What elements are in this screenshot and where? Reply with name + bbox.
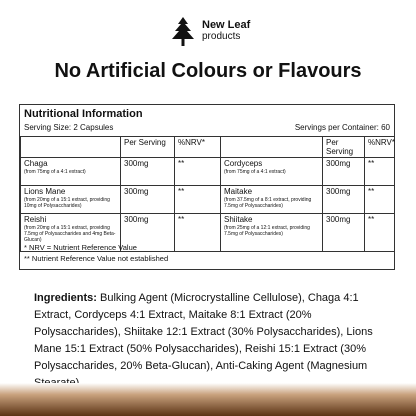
brand-name xyxy=(202,20,250,42)
table-header-row xyxy=(21,137,395,158)
ingredient-detail: (from 75mg of a 4:1 extract) xyxy=(24,169,86,175)
amount-cell: 300mg xyxy=(121,158,175,186)
ingredients-list: Bulking Agent (Microcrystalline Cellulose), Chaga 4:1 Extract, Cordyceps 4:1 Extract, Maitake 8:1 Extract (20% Polysaccharides), Shiitake 12:1 Extract (30% Polysaccharides), Lions Mane 15:1 Extract (50% Polysaccharides), Reishi 15:1 Extract (30% Polysaccharides, 20% Beta-Glucan), Anti-Caking Agent (Magnesium xyxy=(34,292,373,372)
header-nrv-right: %NRV* xyxy=(365,137,395,158)
amount-cell: 300mg xyxy=(323,186,365,214)
ingredients-label: Ingredients: xyxy=(34,292,97,304)
ingredient-name: Shiitake xyxy=(224,215,253,224)
amount-cell: 300mg xyxy=(323,158,365,186)
ingredient-cell xyxy=(221,158,323,186)
nutrition-panel xyxy=(19,104,395,270)
headline: No Artificial Colours or Flavours xyxy=(54,60,362,82)
ingredient-cell xyxy=(21,158,121,186)
amount-cell: 300mg xyxy=(121,186,175,214)
bottom-decorative-band xyxy=(0,383,416,416)
ingredients-text xyxy=(34,290,384,392)
nrv-cell: ** xyxy=(175,214,221,252)
ingredient-detail: (from 37.5mg of a 8:1 extract, providing 7.5mg of Polysaccharides) xyxy=(224,197,312,209)
brand-line1: New Leaf xyxy=(202,19,251,31)
serving-size: Serving Size: 2 Capsules xyxy=(24,123,114,132)
nutrition-table xyxy=(20,136,395,252)
footnote-not-established: ** Nutrient Reference Value not established xyxy=(24,254,169,263)
brand-logo xyxy=(168,14,250,48)
header-nrv-left: %NRV* xyxy=(175,137,221,158)
ingredient-detail: (from 20mg of a 15:1 extract, providing 10mg of Polysaccharides) xyxy=(24,197,110,209)
nrv-cell: ** xyxy=(175,186,221,214)
amount-cell: 300mg xyxy=(323,214,365,252)
footnotes xyxy=(24,242,168,264)
header-blank-right xyxy=(221,137,323,158)
ingredient-cell xyxy=(221,186,323,214)
nrv-cell: ** xyxy=(175,158,221,186)
header-blank-left xyxy=(21,137,121,158)
table-row xyxy=(21,186,395,214)
servings-per-container: Servings per Container: 60 xyxy=(294,123,390,132)
amount-cell: 300mg xyxy=(121,214,175,252)
ingredient-name: Cordyceps xyxy=(224,159,263,168)
ingredient-name: Reishi xyxy=(24,215,47,224)
header-per-serving-right: Per Serving xyxy=(323,137,365,158)
ingredient-cell xyxy=(221,214,323,252)
panel-title: Nutritional Information xyxy=(24,108,143,120)
nrv-cell: ** xyxy=(365,186,395,214)
nrv-cell: ** xyxy=(365,158,395,186)
header-per-serving-left: Per Serving xyxy=(121,137,175,158)
ingredient-detail: (from 25mg of a 12:1 extract, providing 7.5mg of Polysaccharides) xyxy=(224,225,310,237)
nrv-cell: ** xyxy=(365,214,395,252)
ingredient-detail: (from 75mg of a 4:1 extract) xyxy=(224,169,286,175)
brand-line2: products xyxy=(202,31,241,42)
ingredient-name: Maitake xyxy=(224,187,253,196)
ingredient-detail: (from 20mg of a 15:1 extract, providing 7.5mg of Polysaccharides and 4mg Beta-Glucan) xyxy=(24,225,116,243)
ingredient-name: Chaga xyxy=(24,159,48,168)
ingredient-cell xyxy=(21,186,121,214)
table-row xyxy=(21,158,395,186)
ingredient-name: Lions Mane xyxy=(24,187,66,196)
footnote-nrv: * NRV = Nutrient Reference Value xyxy=(24,243,137,252)
leaf-tree-icon xyxy=(168,15,198,47)
